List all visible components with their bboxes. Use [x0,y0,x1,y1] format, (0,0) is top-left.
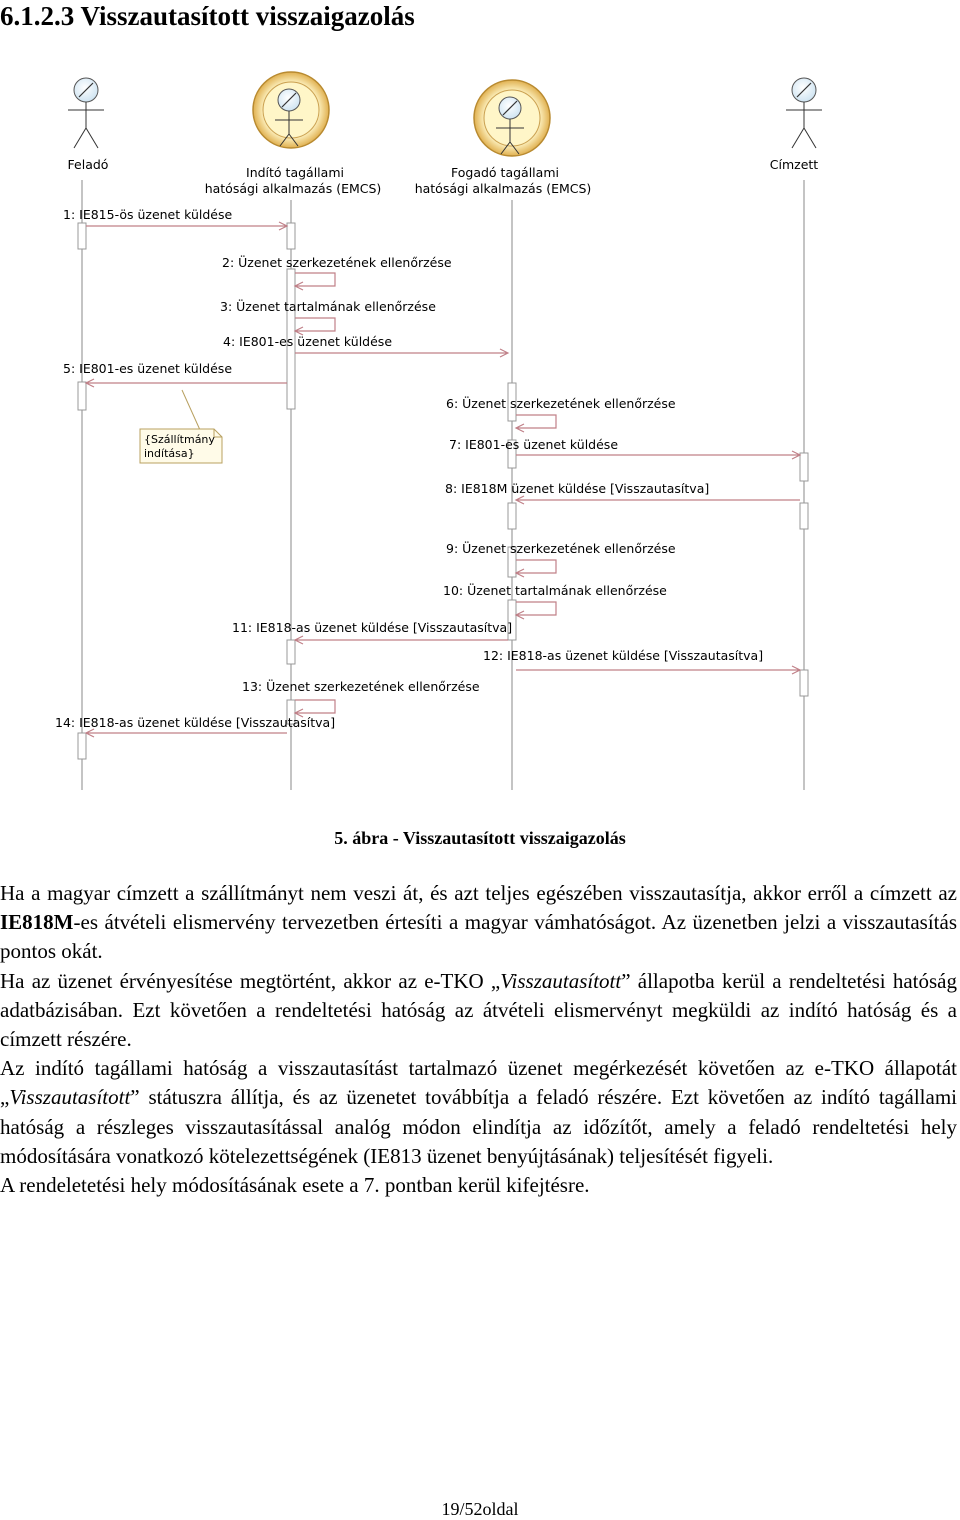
destination-app-actor [415,80,592,196]
message-label: 12: IE818-as üzenet küldése [Visszautasítva] [483,648,764,663]
text-run-italic: Visszautasított [9,1085,131,1110]
text-run: Ha az üzenet érvényesítése megtörtént, akkor az e-TKO „ [0,968,501,993]
text-run: Az indító tagállami hatóság a visszautasítást tartalmazó üzenet megérkezését követően az e-TKO állapotát „ [0,1056,957,1110]
message-label: 2: Üzenet szerkezetének ellenőrzése [222,255,452,270]
message-arrow-6 [516,415,556,432]
text-run-bold: IE818M [0,910,74,935]
page-number: 19/52oldal [441,1499,519,1519]
actor-icon [786,78,822,148]
actor-label-line1: Fogadó tagállami [451,165,559,180]
message-arrow-10 [516,602,556,619]
paragraph-3 [0,1054,957,1171]
system-actor-icon [474,80,550,156]
message-arrow-3 [295,318,335,335]
message-label: 6: Üzenet szerkezetének ellenőrzése [446,396,676,411]
note [140,390,222,463]
message-arrow-1 [86,222,287,230]
actor-icon [68,78,104,148]
message-label: 5: IE801-es üzenet küldése [63,361,233,376]
paragraph-2 [0,967,957,1055]
message-label: 4: IE801-es üzenet küldése [223,334,393,349]
message-arrow-8 [516,496,800,504]
message-arrow-11 [295,636,508,644]
figure-caption: 5. ábra - Visszautasított visszaigazolás [334,828,626,848]
message-label: 9: Üzenet szerkezetének ellenőrzése [446,541,676,556]
text-run-italic: Visszautasított [500,968,622,993]
message-label: 3: Üzenet tartalmának ellenőrzése [220,299,436,314]
text-run: ” státuszra állítja, és az üzenetet továbbítja a feladó részére. Ezt követően az indító tagállami hatóság a részleges visszautasítással analóg módon elindítja az időzítőt, amely a feladó rendeltetési hely módosítására vonatkozó kötelezettségének (IE813 üzenet benyújtásának) teljesítését figyeli. [0,1085,957,1168]
message-arrow-14 [86,729,287,737]
sender-actor [68,78,109,172]
paragraph-1 [0,879,957,967]
actor-label-line2: hatósági alkalmazás (EMCS) [414,181,592,196]
text-run: -es átvételi elismervény tervezetben értesíti a magyar vámhatóságot. Az üzenetben jelzi a visszautasítás pontos okát. [0,910,957,964]
message-arrow-7 [516,451,800,459]
message-arrow-9 [516,560,556,577]
message-label: 14: IE818-as üzenet küldése [Visszautasítva] [55,715,336,730]
text-run: ” állapotba kerül a rendeltetési hatóság adatbázisában. Ezt követően a rendeltetési hatóság az átvételi elismervényt megküldi az indító hatóság és a címzett részére. [0,968,957,1052]
message-label: 13: Üzenet szerkezetének ellenőrzése [242,679,480,694]
note-line2: indítása} [144,447,195,460]
actor-label: Feladó [67,157,109,172]
actor-label: Címzett [769,157,819,172]
message-arrow-2 [295,273,335,290]
message-label: 1: IE815-ös üzenet küldése [63,207,233,222]
dispatch-app-actor [205,72,382,196]
actor-label-line2: hatósági alkalmazás (EMCS) [204,181,382,196]
recipient-actor [770,78,822,172]
sequence-diagram [0,60,960,800]
message-arrow-4 [295,349,508,357]
actor-label-line1: Indító tagállami [246,165,344,180]
note-line1: {Szállítmány [144,433,215,446]
section-title: 6.1.2.3 Visszautasított visszaigazolás [0,1,415,31]
text-run: Ha a magyar címzett a szállítmányt nem veszi át, és azt teljes egészében visszautasítja, akkor erről a címzett az [0,881,957,905]
message-label: 7: IE801-es üzenet küldése [449,437,619,452]
message-label: 8: IE818M üzenet küldése [Visszautasítva] [445,481,710,496]
message-label: 11: IE818-as üzenet küldése [Visszautasítva] [232,620,513,635]
system-actor-icon [253,72,329,148]
paragraph-4: A rendeletetési hely módosításának esete a 7. pontban kerül kifejtésre. [0,1173,590,1198]
message-arrow-12 [516,666,800,674]
body-text [0,879,957,1200]
message-label: 10: Üzenet tartalmának ellenőrzése [443,583,667,598]
message-arrow-5 [86,379,287,387]
